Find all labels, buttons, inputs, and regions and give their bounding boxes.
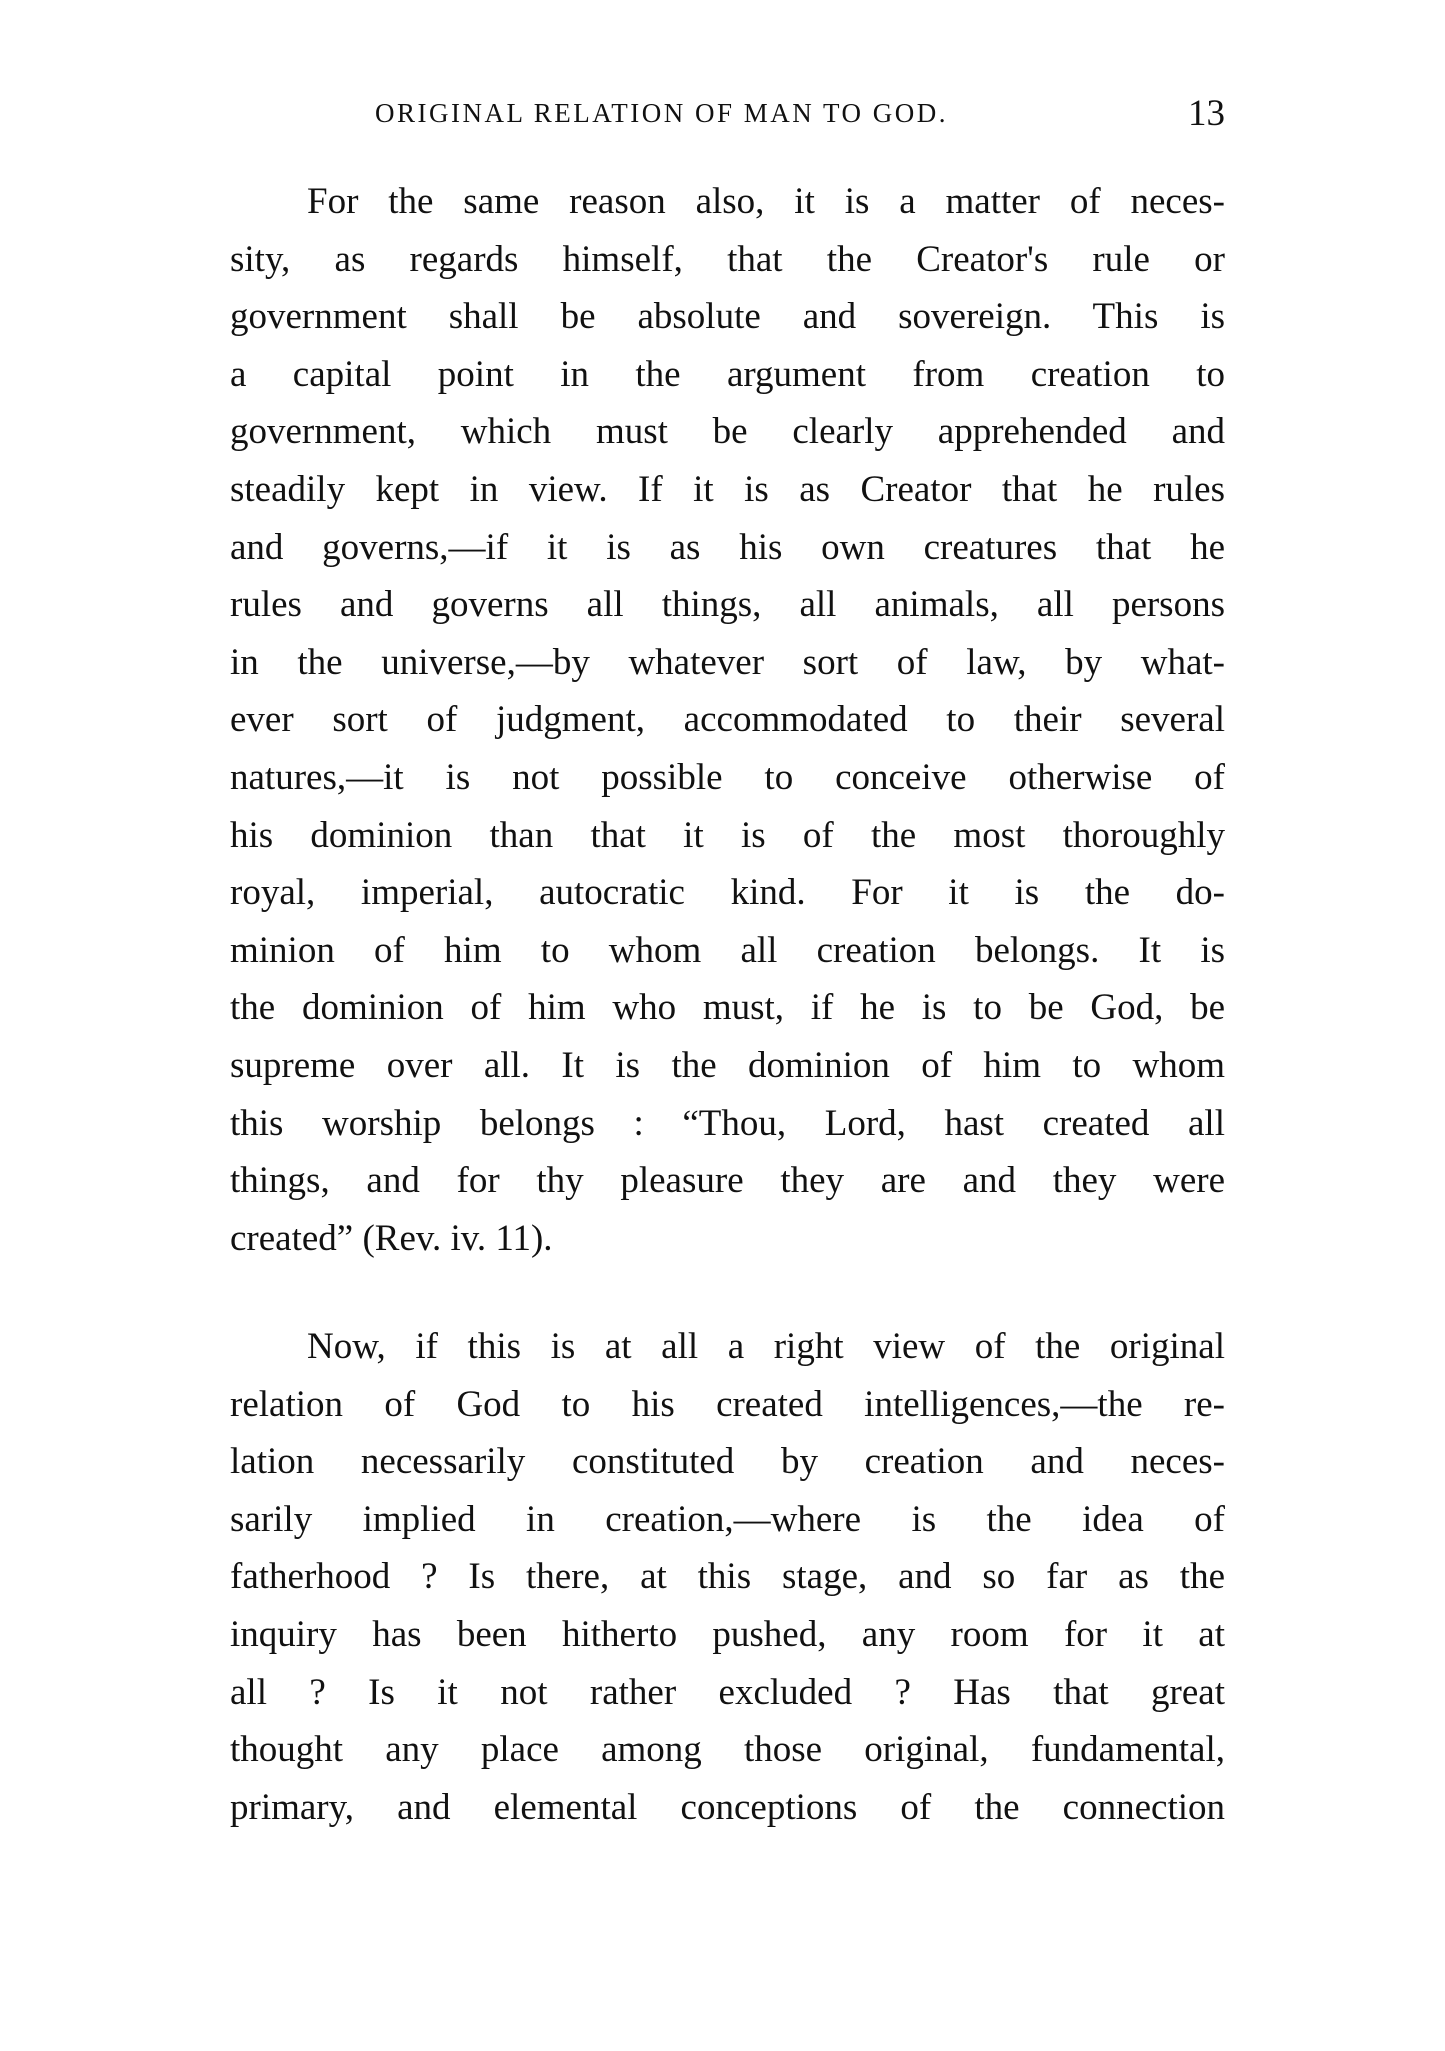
text-line: Now, if this is at all a right view of the original [307,1326,1225,1367]
text-line: his dominion than that it is of the most thoroughly [230,814,1225,856]
text-line: supreme over all. It is the dominion of him to whom [230,1044,1225,1086]
text-line: rules and governs all things, all animals, all persons [230,584,1225,626]
text-line: government, which must be clearly apprehended and [230,411,1225,453]
text-line: sarily implied in creation,—where is the idea of [230,1498,1225,1540]
text-line: this worship belongs : “Thou, Lord, hast created all [230,1102,1225,1144]
text-line: minion of him to whom all creation belongs. It is [230,929,1225,971]
text-line: created” (Rev. iv. 11). [230,1217,553,1259]
running-title: ORIGINAL RELATION OF MAN TO GOD. [375,98,948,128]
text-line: the dominion of him who must, if he is to be God, be [230,987,1225,1029]
text-line: royal, imperial, autocratic kind. For it is the do- [230,872,1225,914]
text-line: thought any place among those original, fundamental, [230,1729,1225,1771]
text-line: lation necessarily constituted by creation and neces- [230,1441,1225,1483]
text-line: in the universe,—by whatever sort of law, by what- [230,641,1225,683]
text-line: government shall be absolute and sovereign. This is [230,296,1225,338]
text-line: inquiry has been hitherto pushed, any room for it at [230,1613,1225,1655]
text-line: a capital point in the argument from creation to [230,353,1225,395]
paragraph-2 [230,1318,1225,1836]
text-line: natures,—it is not possible to conceive otherwise of [230,756,1225,798]
text-line: relation of God to his created intelligences,—the re- [230,1383,1225,1425]
text-line: steadily kept in view. If it is as Creator that he rules [230,468,1225,510]
text-line: things, and for thy pleasure they are and they were [230,1160,1225,1202]
text-line: and governs,—if it is as his own creatures that he [230,526,1225,568]
text-line: ever sort of judgment, accommodated to their several [230,699,1225,741]
text-line: For the same reason also, it is a matter of neces- [307,181,1225,222]
running-head [230,92,1225,142]
paragraph-1 [230,173,1225,1267]
text-line: fatherhood ? Is there, at this stage, and so far as the [230,1556,1225,1598]
text-line: sity, as regards himself, that the Creator's rule or [230,238,1225,280]
text-line: primary, and elemental conceptions of the connection [230,1786,1225,1828]
page-number: 13 [1188,93,1225,134]
text-line: all ? Is it not rather excluded ? Has that great [230,1671,1225,1713]
